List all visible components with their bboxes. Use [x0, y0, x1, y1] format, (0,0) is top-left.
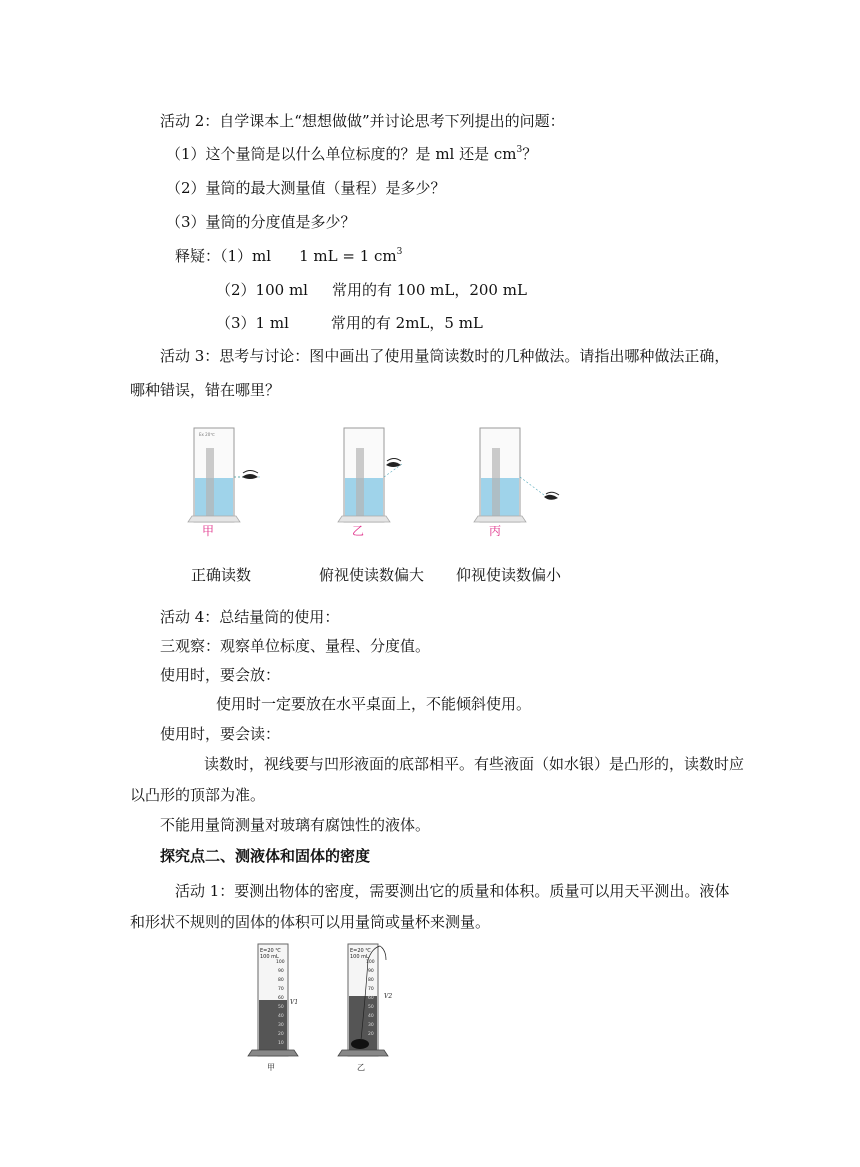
- tick-label: 40: [278, 1014, 284, 1019]
- read-body-2: 以凸形的顶部为准。: [130, 786, 266, 804]
- read-heading: 使用时，要会读：: [160, 725, 281, 743]
- activity2-title: 活动 2：自学课本上“想想做做”并讨论思考下列提出的问题：: [160, 112, 565, 130]
- spec-temp: E=20 ℃: [350, 948, 371, 954]
- tick-label: 50: [368, 1005, 374, 1010]
- section2-act1-line-2: 和形状不规则的固体的体积可以用量筒或量杯来测量。: [130, 913, 491, 931]
- place-body: 使用时一定要放在水平桌面上，不能倾斜使用。: [216, 695, 532, 713]
- activity3-line-1: 活动 3：思考与讨论：图中画出了使用量筒读数时的几种做法。请指出哪种做法正确，: [160, 347, 730, 365]
- place-heading: 使用时，要会放：: [160, 666, 281, 684]
- question-1: [166, 143, 537, 165]
- v1-label: V1: [290, 999, 299, 1006]
- question-1-text: （1）这个量筒是以什么单位标度的？是 ml 还是 cm: [166, 145, 517, 163]
- caption-look-down: 俯视使读数偏大: [319, 566, 425, 584]
- eye-icon: [544, 492, 559, 500]
- tick-label: 10: [278, 1041, 284, 1046]
- activity3-line-2: 哪种错误，错在哪里？: [130, 381, 281, 399]
- tick-label: 100: [276, 960, 285, 965]
- answer-1-b: 1 mL = 1 cm: [299, 247, 397, 265]
- tick-label: 20: [278, 1032, 284, 1037]
- caption-correct: 正确读数: [191, 566, 252, 584]
- superscript: 3: [516, 145, 523, 155]
- fig-label-bing: 丙: [489, 524, 502, 538]
- tick-label: 30: [278, 1023, 284, 1028]
- question-3: （3）量筒的分度值是多少？: [166, 213, 356, 231]
- fig2-label-yi: 乙: [357, 1063, 365, 1072]
- cylinder-yi: [338, 428, 402, 522]
- answer-1-a: （1）ml: [220, 247, 272, 265]
- answer-3-a: （3）1 ml: [216, 314, 289, 332]
- caption-look-up: 仰视使读数偏小: [456, 566, 562, 584]
- read-body-1: 读数时，视线要与凹形液面的底部相平。有些液面（如水银）是凸形的，读数时应: [204, 755, 745, 773]
- volume-measure-figure: [240, 940, 420, 1076]
- fig2-label-jia: 甲: [267, 1063, 275, 1072]
- tick-label: 30: [368, 1023, 374, 1028]
- tick-label: 90: [368, 969, 374, 974]
- section-heading: 探究点二、测液体和固体的密度: [160, 847, 371, 865]
- section2-act1-line-1: 活动 1：要测出物体的密度，需要测出它的质量和体积。质量可以用天平测出。液体: [175, 882, 730, 900]
- spec-volume: 100 mL: [350, 954, 369, 960]
- eye-icon: [242, 471, 258, 480]
- activity4-title: 活动 4：总结量筒的使用：: [160, 608, 340, 626]
- answer-1: [175, 245, 402, 267]
- question-1-end: ？: [522, 145, 538, 163]
- tick-label: 20: [368, 1032, 374, 1037]
- eye-icon: [386, 459, 401, 468]
- cylinder-v2: [338, 944, 392, 1056]
- spec-temp: E=20 ℃: [260, 948, 281, 954]
- spec-volume: 100 mL: [260, 954, 279, 960]
- tick-label: 70: [368, 987, 374, 992]
- cylinder-bing: [474, 428, 559, 522]
- answer-2-b: 常用的有 100 mL，200 mL: [331, 281, 527, 299]
- tick-label: 80: [368, 978, 374, 983]
- answer-3: [216, 312, 483, 334]
- tick-label: 70: [278, 987, 284, 992]
- answer-2: [216, 279, 527, 301]
- tick-label: 40: [368, 1014, 374, 1019]
- observe-text: 三观察：观察单位标度、量程、分度值。: [160, 637, 431, 655]
- tick-label: 100: [366, 960, 375, 965]
- superscript: 3: [396, 247, 403, 257]
- tick-label: 60: [368, 996, 374, 1001]
- tick-label: 50: [278, 1005, 284, 1010]
- cylinder-v1: [248, 944, 298, 1056]
- fig-label-yi: 乙: [352, 524, 365, 538]
- cylinder-jia: [188, 428, 262, 522]
- answer-2-a: （2）100 ml: [216, 281, 308, 299]
- tick-label: 80: [278, 978, 284, 983]
- v2-label: V2: [384, 993, 393, 1000]
- tick-label: 90: [278, 969, 284, 974]
- answer-3-b: 常用的有 2mL，5 mL: [330, 314, 483, 332]
- warning-text: 不能用量筒测量对玻璃有腐蚀性的液体。: [160, 816, 431, 834]
- fig-label-jia: 甲: [202, 524, 215, 538]
- svg-text:Ex 20℃: Ex 20℃: [199, 432, 215, 437]
- answer-label: 释疑：: [175, 247, 221, 265]
- tick-label: 60: [278, 996, 284, 1001]
- reading-methods-figure: [180, 420, 580, 538]
- question-2: （2）量筒的最大测量值（量程）是多少？: [166, 179, 446, 197]
